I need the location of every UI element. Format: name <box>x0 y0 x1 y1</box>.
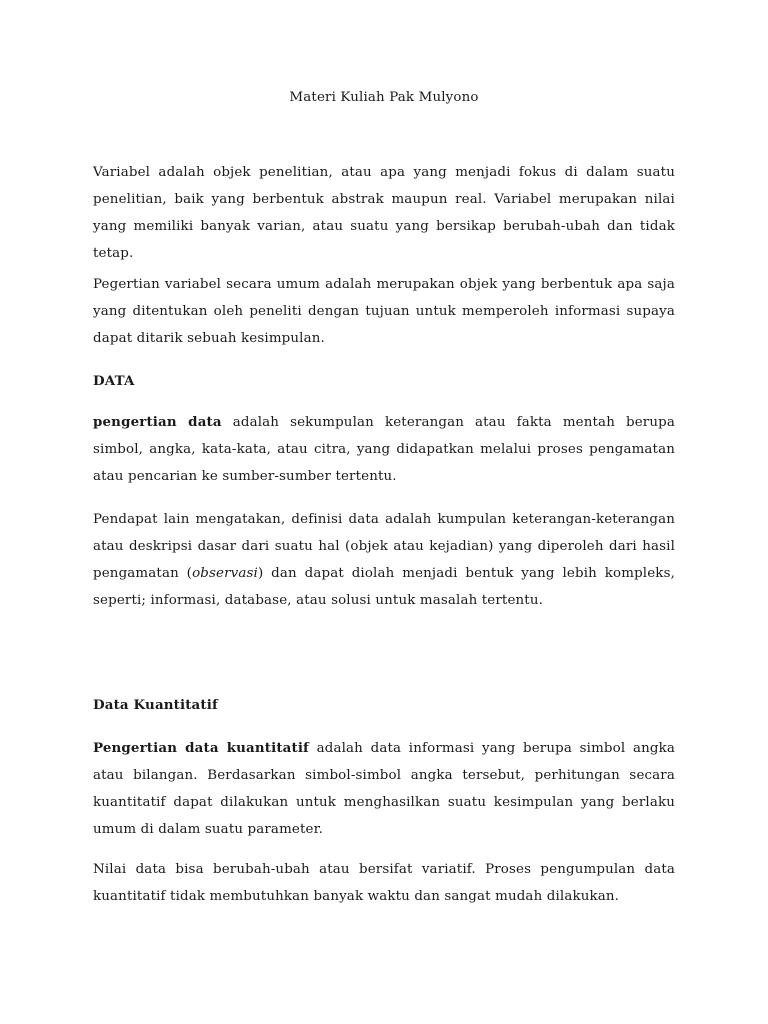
paragraph-data-definition <box>93 409 675 490</box>
paragraph-kuantitatif-nature: Nilai data bisa berubah-ubah atau bersifat variatif. Proses pengumpulan data kuantitatif tidak membutuhkan banyak waktu dan sangat mudah dilakukan. <box>93 862 675 904</box>
term-pengertian-data-kuantitatif: Pengertian data kuantitatif <box>93 740 309 756</box>
paragraph-data-alternative <box>93 506 675 614</box>
paragraph-variabel-general: Pegertian variabel secara umum adalah merupakan objek yang berbentuk apa saja yang ditentukan oleh peneliti dengan tujuan untuk memperoleh informasi supaya dapat ditarik sebuah kesimpulan. <box>93 277 675 346</box>
document-title: Materi Kuliah Pak Mulyono <box>289 90 479 105</box>
heading-data-kuantitatif: Data Kuantitatif <box>93 697 218 713</box>
paragraph-kuantitatif-definition-text: adalah data informasi yang berupa simbol angka atau bilangan. Berdasarkan simbol-simbol angka tersebut, perhitungan secara kuantitatif dapat dilakukan untuk menghasilkan suatu kesimpulan yang berlaku umum di dalam suatu parameter. <box>93 741 675 837</box>
paragraph-data-alternative-text-2: ) dan dapat diolah menjadi bentuk yang lebih kompleks, seperti; informasi, database, atau solusi untuk masalah tertentu. <box>93 566 675 608</box>
term-observasi: observasi <box>192 566 258 581</box>
paragraph-data-definition-text: adalah sekumpulan keterangan atau fakta mentah berupa simbol, angka, kata-kata, atau citra, yang didapatkan melalui proses pengamatan atau pencarian ke sumber-sumber tertentu. <box>93 415 675 484</box>
paragraph-data-alternative-text-1: Pendapat lain mengatakan, definisi data adalah kumpulan keterangan-keterangan atau deskripsi dasar dari suatu hal (objek atau kejadian) yang diperoleh dari hasil pengamatan ( <box>93 512 675 581</box>
paragraph-variabel-definition: Variabel adalah objek penelitian, atau apa yang menjadi fokus di dalam suatu penelitian, baik yang berbentuk abstrak maupun real. Variabel merupakan nilai yang memiliki banyak varian, atau suatu yang bersikap berubah-ubah dan tidak tetap. <box>93 165 675 261</box>
heading-data: DATA <box>93 373 135 389</box>
term-pengertian-data: pengertian data <box>93 414 222 430</box>
paragraph-kuantitatif-definition <box>93 735 675 843</box>
